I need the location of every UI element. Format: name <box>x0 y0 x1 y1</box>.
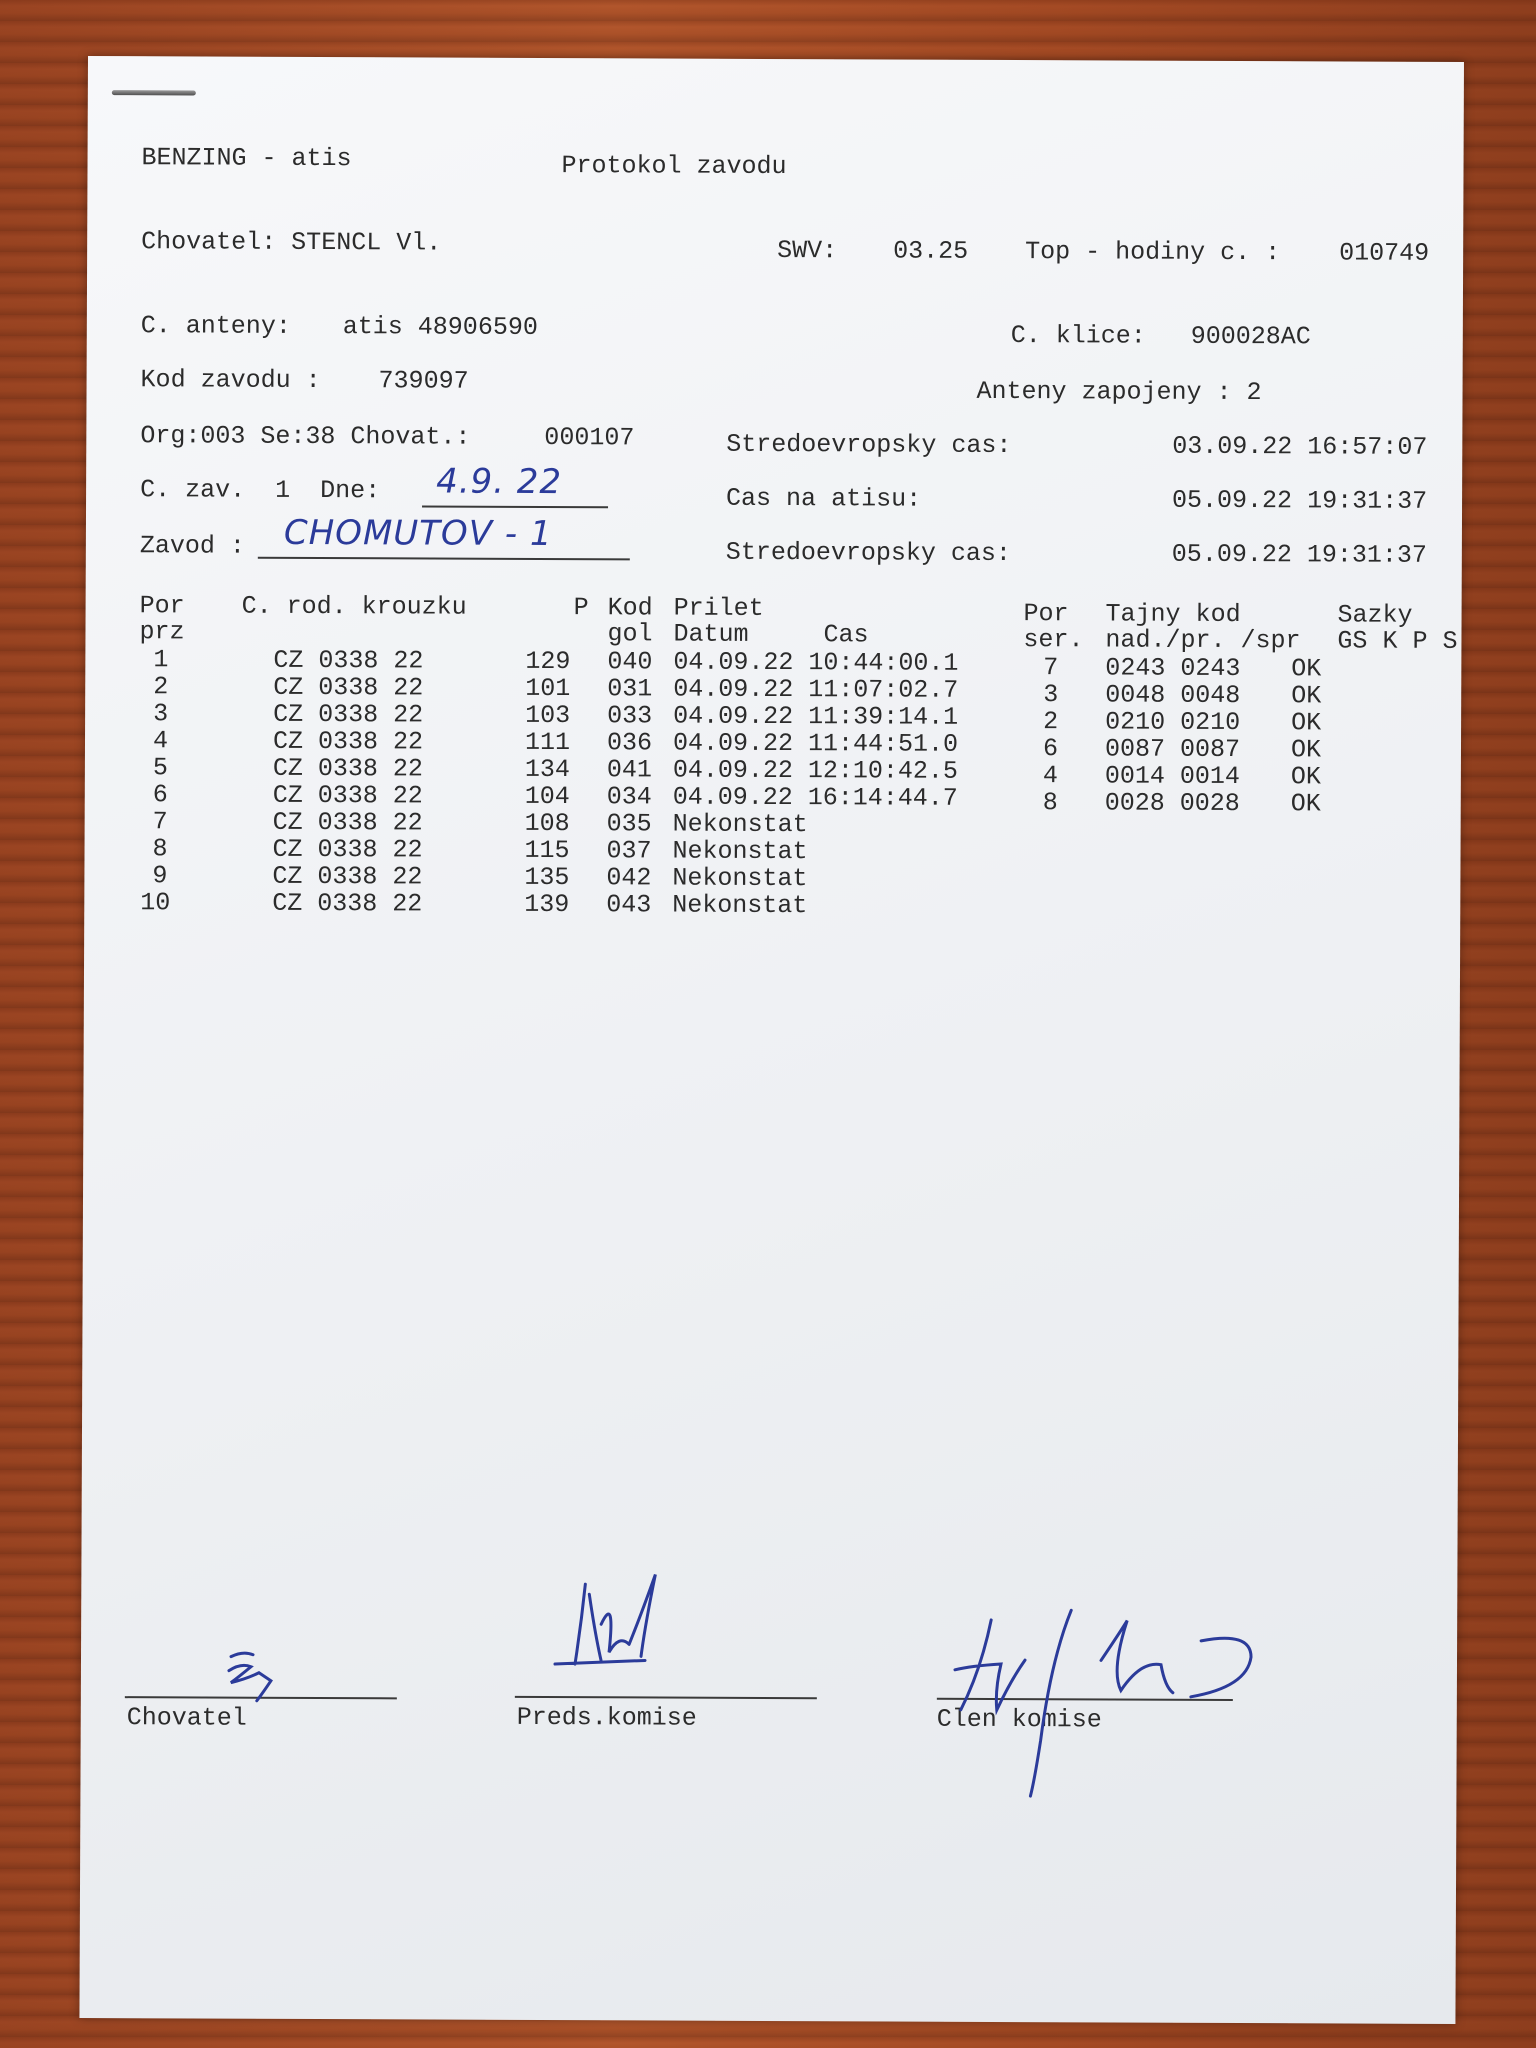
cell-prilet: Nekonstat <box>672 863 808 894</box>
cell-p: 115 <box>524 835 570 866</box>
cell-prilet: 04.09.22 11:39:14.1 <box>673 701 959 732</box>
cell-kod: 031 <box>607 674 653 704</box>
cell-ser: 2 <box>1043 707 1059 737</box>
staple <box>112 90 196 95</box>
cell-spr: OK <box>1291 654 1322 684</box>
col-bets: Sazky <box>1337 600 1413 630</box>
cell-prilet: Nekonstat <box>672 809 808 840</box>
cell-prilet: Nekonstat <box>672 890 808 921</box>
col-gs-k-p-s: GS K P S <box>1337 626 1458 656</box>
cell-p: 101 <box>525 673 571 704</box>
table-row <box>84 889 1460 923</box>
cell-prilet: 04.09.22 12:10:42.5 <box>672 755 958 786</box>
protocol-sheet <box>79 56 1464 2024</box>
breeder-signature-label: Chovatel <box>126 1703 247 1733</box>
breeder-line: Chovatel: STENCL Vl. <box>141 227 442 258</box>
cell-por: 2 <box>153 672 169 702</box>
cell-prilet: 04.09.22 16:14:44.7 <box>672 782 958 813</box>
cell-kod: 041 <box>606 755 652 785</box>
cell-por: 5 <box>152 753 168 783</box>
cell-por: 10 <box>140 888 171 918</box>
cell-ring: CZ 0338 22 <box>273 672 424 703</box>
col-datum: Datum <box>673 619 749 649</box>
cell-secret: 0028 0028 <box>1104 788 1240 819</box>
cell-ring: CZ 0338 22 <box>272 753 423 784</box>
cell-kod: 036 <box>606 728 653 758</box>
col-kod: Kod <box>607 593 653 623</box>
cell-por: 4 <box>152 726 169 756</box>
cell-prilet: 04.09.22 10:44:00.1 <box>673 647 959 678</box>
cell-p: 108 <box>524 808 570 839</box>
cell-ring: CZ 0338 22 <box>272 726 424 757</box>
cell-spr: OK <box>1290 789 1321 819</box>
cell-ring: CZ 0338 22 <box>272 861 423 892</box>
cell-spr: OK <box>1291 708 1322 738</box>
col-secret: Tajny kod <box>1105 599 1241 630</box>
race-code-label: Kod zavodu : <box>140 365 321 396</box>
cell-ring: CZ 0338 22 <box>272 807 423 838</box>
breeder-number: 000107 <box>544 422 635 453</box>
cell-ser: 8 <box>1042 788 1058 818</box>
cell-spr: OK <box>1290 762 1321 792</box>
cell-ring: CZ 0338 22 <box>272 888 423 919</box>
cell-ring: CZ 0338 22 <box>273 699 424 730</box>
cell-spr: OK <box>1290 735 1322 765</box>
cell-por: 8 <box>152 834 168 864</box>
cell-ring: CZ 0338 22 <box>272 834 423 865</box>
page-title: Protokol zavodu <box>561 151 787 182</box>
cell-ser: 4 <box>1042 761 1058 791</box>
cell-kod: 043 <box>606 890 652 920</box>
cell-prilet: Nekonstat <box>672 836 808 867</box>
date-underline <box>422 505 608 508</box>
cell-p: 134 <box>524 754 570 785</box>
antennas-connected: Anteny zapojeny : 2 <box>976 376 1262 408</box>
col-ser: ser. <box>1023 625 1084 655</box>
cell-secret: 0087 0087 <box>1104 734 1241 765</box>
cell-prilet: 04.09.22 11:44:51.0 <box>672 728 959 759</box>
col-gol: gol <box>607 619 653 649</box>
cell-kod: 035 <box>606 809 652 839</box>
org-line: Org:003 Se:38 Chovat.: <box>140 421 471 452</box>
cell-ser: 7 <box>1043 653 1059 683</box>
handwritten-race-name: CHOMUTOV - 1 <box>283 512 553 555</box>
col-prz: prz <box>139 617 185 647</box>
cell-secret: 0210 0210 <box>1105 707 1241 738</box>
key-value: 900028AC <box>1190 321 1311 352</box>
cell-p: 111 <box>524 727 571 758</box>
col-por: Por <box>139 591 185 621</box>
atis-time-value: 05.09.22 19:31:37 <box>1172 485 1428 516</box>
cell-por: 1 <box>153 645 169 675</box>
cell-ser: 6 <box>1042 734 1059 764</box>
cet-label-1: Stredoevropsky cas: <box>726 429 1012 461</box>
cell-secret: 0014 0014 <box>1104 761 1240 792</box>
col-cas: Cas <box>823 620 869 650</box>
cell-ring: CZ 0338 22 <box>272 780 423 811</box>
cell-ser: 3 <box>1043 680 1059 710</box>
cell-por: 9 <box>152 861 168 891</box>
top-clock-value: 010749 <box>1339 238 1430 268</box>
cell-p: 104 <box>524 781 570 812</box>
cell-kod: 033 <box>607 701 653 731</box>
chair-signature <box>545 1564 686 1685</box>
race-label: Zavod : <box>139 531 245 561</box>
swv-value: 03.25 <box>893 236 969 266</box>
member-signature-label: Clen komise <box>936 1704 1102 1735</box>
cell-spr: OK <box>1291 681 1322 711</box>
cell-por: 7 <box>152 807 168 837</box>
antenna-label: C. anteny: <box>140 311 291 341</box>
swv-label: SWV: <box>777 236 838 266</box>
chair-signature-line <box>515 1696 817 1699</box>
key-label: C. klice: <box>1010 321 1146 351</box>
cell-kod: 040 <box>607 647 653 677</box>
cet-value-2: 05.09.22 19:31:37 <box>1171 539 1427 570</box>
col-ring: C. rod. krouzku <box>241 591 467 622</box>
col-p: P <box>573 593 589 623</box>
cell-secret: 0243 0243 <box>1105 653 1241 684</box>
system-name: BENZING - atis <box>141 143 352 174</box>
col-por-ser: Por <box>1023 599 1069 629</box>
cell-kod: 037 <box>606 836 652 866</box>
cell-p: 139 <box>524 889 570 920</box>
cell-secret: 0048 0048 <box>1105 680 1241 711</box>
cell-kod: 034 <box>606 782 652 812</box>
cell-prilet: 04.09.22 11:07:02.7 <box>673 674 959 705</box>
cet-label-2: Stredoevropsky cas: <box>725 537 1011 569</box>
cell-p: 129 <box>525 646 571 677</box>
cell-kod: 042 <box>606 863 652 893</box>
antenna-value: atis 48906590 <box>342 312 538 342</box>
col-prilet: Prilet <box>673 593 764 623</box>
breeder-signature <box>201 1637 301 1717</box>
cell-ring: CZ 0338 22 <box>273 645 424 676</box>
race-number-line: C. zav. 1 Dne: <box>140 475 381 506</box>
chair-signature-label: Preds.komise <box>516 1702 697 1733</box>
member-signature <box>950 1600 1281 1801</box>
atis-time-label: Cas na atisu: <box>726 483 922 514</box>
col-nad-pr-spr: nad./pr. /spr <box>1105 625 1301 656</box>
cet-value-1: 03.09.22 16:57:07 <box>1172 431 1428 462</box>
top-clock-label: Top - hodiny c. : <box>1025 237 1281 268</box>
cell-p: 103 <box>525 700 571 731</box>
cell-por: 3 <box>153 699 169 729</box>
race-code-value: 739097 <box>378 366 469 396</box>
handwritten-race-date: 4.9. 22 <box>436 461 563 503</box>
race-underline <box>258 557 630 561</box>
cell-por: 6 <box>152 780 168 810</box>
cell-p: 135 <box>524 862 570 893</box>
